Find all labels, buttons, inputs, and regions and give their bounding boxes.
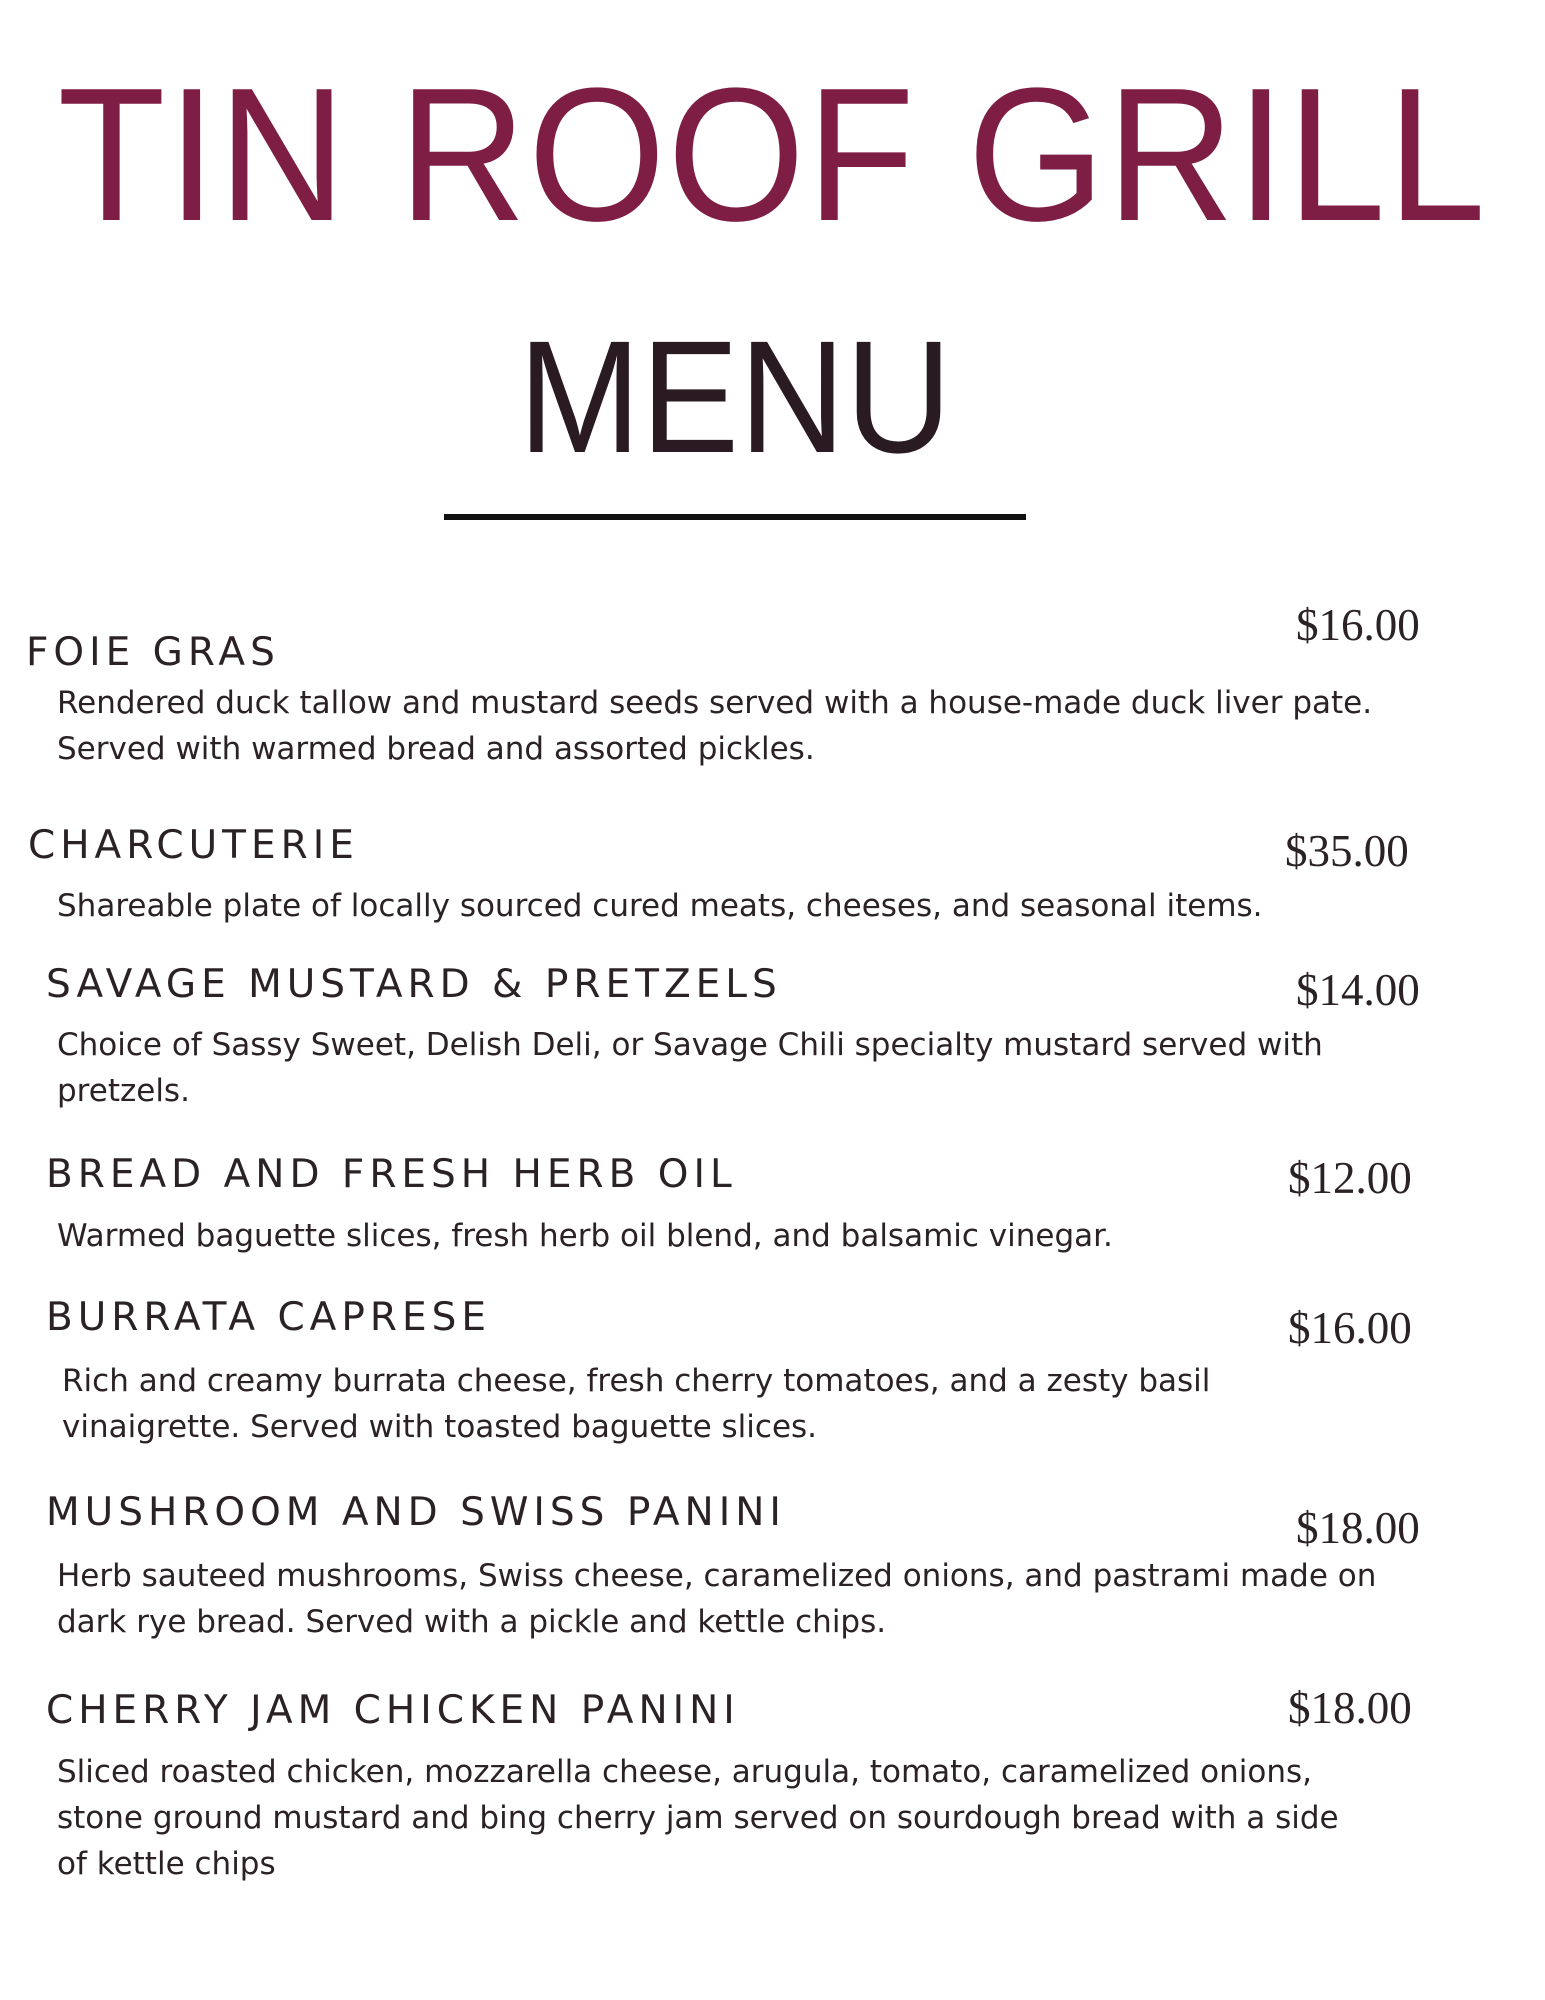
item-price: $12.00 — [1288, 1153, 1412, 1203]
item-name: BREAD AND FRESH HERB OIL — [46, 1152, 737, 1197]
item-name: CHARCUTERIE — [28, 823, 359, 868]
item-name: MUSHROOM AND SWISS PANINI — [46, 1490, 786, 1535]
item-name: BURRATA CAPRESE — [46, 1295, 492, 1340]
heading-divider — [444, 514, 1026, 520]
description-line: Warmed baguette slices, fresh herb oil blend, and balsamic vinegar. — [57, 1218, 1113, 1254]
item-name: CHERRY JAM CHICKEN PANINI — [46, 1688, 740, 1733]
description-line: Served with warmed bread and assorted pickles. — [57, 731, 815, 767]
item-description — [57, 1022, 1323, 1114]
item-description — [57, 680, 1372, 772]
description-line: Herb sauteed mushrooms, Swiss cheese, caramelized onions, and pastrami made on — [57, 1558, 1377, 1594]
item-price: $14.00 — [1296, 965, 1420, 1015]
description-line: vinaigrette. Served with toasted baguette slices. — [62, 1409, 818, 1445]
item-price: $16.00 — [1288, 1303, 1412, 1353]
item-description — [57, 1213, 1113, 1259]
description-line: Choice of Sassy Sweet, Delish Deli, or Savage Chili specialty mustard served with — [57, 1027, 1323, 1063]
item-price: $35.00 — [1285, 826, 1409, 876]
item-description — [57, 1553, 1376, 1645]
menu-heading: MENU — [518, 307, 952, 486]
description-line: Rendered duck tallow and mustard seeds served with a house-made duck liver pate. — [57, 685, 1373, 721]
description-line: Sliced roasted chicken, mozzarella cheese, arugula, tomato, caramelized onions, — [57, 1754, 1312, 1790]
item-description — [62, 1358, 1210, 1450]
item-description — [57, 883, 1263, 929]
description-line: Shareable plate of locally sourced cured meats, cheeses, and seasonal items. — [57, 888, 1263, 924]
item-name: SAVAGE MUSTARD & PRETZELS — [46, 962, 782, 1007]
description-line: dark rye bread. Served with a pickle and kettle chips. — [57, 1604, 887, 1640]
item-name: FOIE GRAS — [26, 630, 280, 675]
description-line: pretzels. — [57, 1073, 190, 1109]
description-line: of kettle chips — [57, 1846, 276, 1882]
description-line: Rich and creamy burrata cheese, fresh cherry tomatoes, and a zesty basil — [62, 1363, 1211, 1399]
description-line: stone ground mustard and bing cherry jam served on sourdough bread with a side — [57, 1800, 1339, 1836]
item-description — [57, 1749, 1339, 1887]
item-price: $18.00 — [1288, 1683, 1412, 1733]
restaurant-name: TIN ROOF GRILL — [57, 49, 1488, 261]
item-price: $16.00 — [1296, 600, 1420, 650]
item-price: $18.00 — [1296, 1503, 1420, 1553]
